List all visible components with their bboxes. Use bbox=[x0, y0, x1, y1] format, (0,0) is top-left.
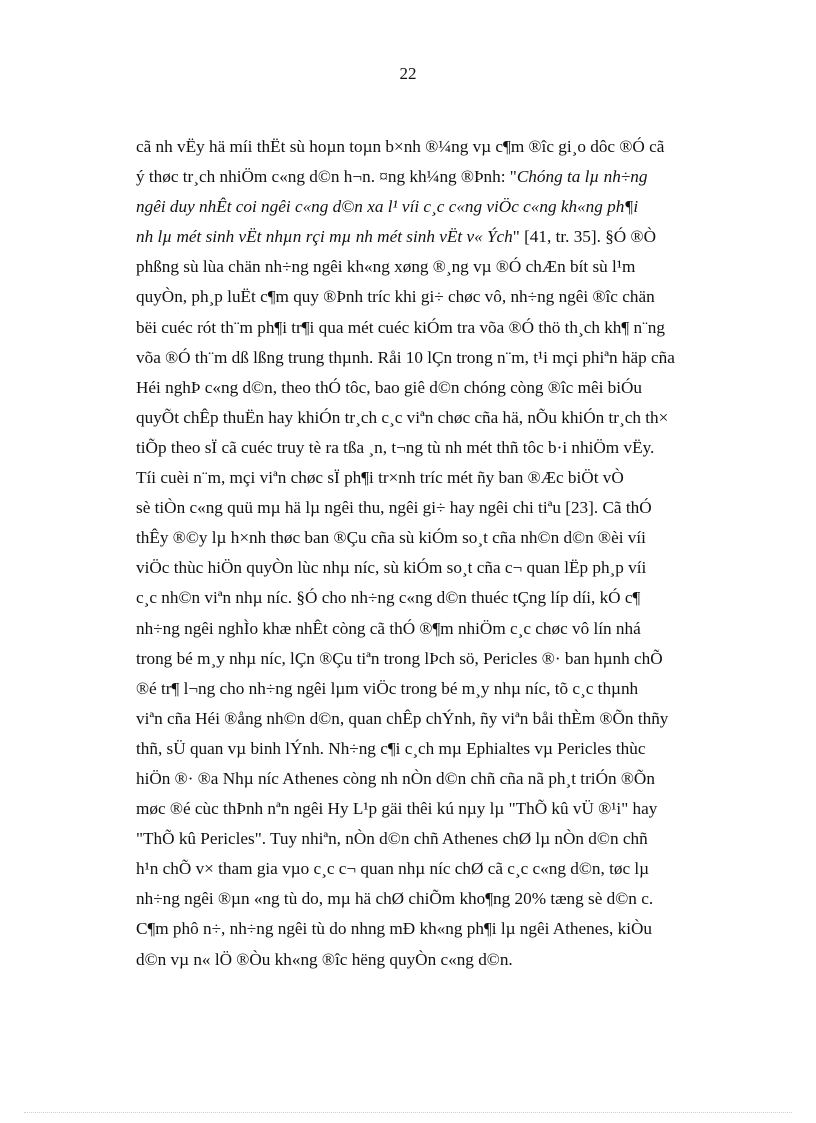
text-line bbox=[136, 734, 742, 764]
text-segment: thÊy ®©y lµ h×nh thøc ban ®Çu cña sù kiÓm so¸t cña nh©n d©n ®èi víi bbox=[136, 528, 646, 548]
text-line bbox=[136, 553, 742, 583]
text-line bbox=[136, 704, 742, 734]
text-line bbox=[136, 463, 742, 493]
text-line bbox=[136, 914, 742, 944]
text-line bbox=[136, 132, 742, 162]
text-segment: nh÷ng ngêi ®µn «ng tù do, mµ hä chØ chiÕm kho¶ng 20% tæng sè d©n c. bbox=[136, 889, 654, 909]
text-segment: cã nh vËy hä míi thËt sù hoµn toµn b×nh ®¼ng vµ c¶m ®îc gi¸o dôc ®Ó cã bbox=[136, 137, 665, 156]
quoted-text: ngêi duy nhÊt coi ngêi c«ng d©n xa l¹ víi c¸c c«ng viÖc c«ng kh«ng ph¶i bbox=[136, 197, 639, 217]
text-line bbox=[136, 343, 742, 373]
text-line bbox=[136, 674, 742, 704]
text-line bbox=[136, 222, 742, 252]
text-line bbox=[136, 493, 742, 523]
quoted-text: Chóng ta lµ nh÷ng bbox=[516, 167, 648, 187]
text-segment: thñ, sÜ quan vµ binh lÝnh. Nh÷ng c¶i c¸ch mµ Ephialtes vµ Pericles thùc bbox=[136, 738, 646, 758]
text-line bbox=[136, 794, 742, 824]
text-line bbox=[136, 433, 742, 463]
text-line bbox=[136, 282, 742, 312]
text-line bbox=[136, 824, 742, 854]
text-line bbox=[136, 884, 742, 914]
text-segment: h¹n chÕ v× tham gia vµo c¸c c¬ quan nhµ níc chØ cã c¸c c«ng d©n, tøc lµ bbox=[136, 859, 650, 879]
text-line bbox=[136, 252, 742, 282]
text-segment: nh÷ng ngêi nghÌo khæ nhÊt còng cã thÓ ®¶m nhiÖm c¸c chøc vô lín nhá bbox=[136, 618, 641, 638]
text-segment: võa ®Ó th¨m dß lßng trung thµnh. Råi 10 lÇn trong n¨m, t¹i mçi phiªn häp cña bbox=[136, 347, 675, 367]
text-line bbox=[136, 764, 742, 794]
text-segment: Héi nghÞ c«ng d©n, theo thÓ tôc, bao giê d©n chóng còng ®îc mêi biÓu bbox=[136, 377, 643, 397]
text-segment: Tíi cuèi n¨m, mçi viªn chøc sÏ ph¶i tr×nh tríc mét ñy ban ®Æc biÖt vÒ bbox=[136, 468, 624, 488]
text-segment: viªn cña Héi ®ång nh©n d©n, quan chÊp chÝnh, ñy viªn båi thÈm ®Õn thñy bbox=[136, 708, 669, 728]
text-line bbox=[136, 373, 742, 403]
text-line bbox=[136, 162, 742, 192]
text-line bbox=[136, 854, 742, 884]
text-segment: " [41, tr. 35]. §Ó ®Ò bbox=[512, 227, 656, 247]
text-line bbox=[136, 583, 742, 613]
text-line bbox=[136, 403, 742, 433]
text-segment: quyÕt chÊp thuËn hay khiÓn tr¸ch c¸c viªn chøc cña hä, nÕu khiÓn tr¸ch th× bbox=[136, 407, 669, 427]
text-segment: bëi cuéc rót th¨m ph¶i tr¶i qua mét cuéc kiÓm tra võa ®Ó thö th¸ch kh¶ n¨ng bbox=[136, 317, 665, 337]
text-segment: møc ®é cùc thÞnh nªn ngêi Hy L¹p gäi thêi kú nµy lµ "ThÕ kû vÜ ®¹i" hay bbox=[136, 799, 658, 819]
text-segment: viÖc thùc hiÖn quyÒn lùc nhµ níc, sù kiÓm so¸t cña c¬ quan lËp ph¸p víi bbox=[136, 558, 647, 578]
body-paragraph bbox=[136, 132, 742, 975]
page-bottom-divider bbox=[24, 1112, 792, 1113]
page-number: 22 bbox=[399, 64, 417, 83]
text-segment: ý thøc tr¸ch nhiÖm c«ng d©n h¬n. ¤ng kh¼ng ®Þnh: " bbox=[136, 167, 517, 187]
text-segment: c¸c nh©n viªn nhµ níc. §Ó cho nh÷ng c«ng d©n thuéc tÇng líp díi, kÓ c¶ bbox=[136, 588, 641, 608]
text-line bbox=[136, 945, 742, 975]
text-line bbox=[136, 523, 742, 553]
text-segment: sè tiÒn c«ng quü mµ hä lµ ngêi thu, ngêi gi÷ hay ngêi chi tiªu [23]. Cã thÓ bbox=[136, 498, 652, 518]
text-segment: tiÕp theo sÏ cã cuéc truy tè ra tßa ¸n, t¬ng tù nh mét thñ tôc b·i nhiÖm vËy. bbox=[136, 437, 655, 457]
text-segment: C¶m phô n÷, nh÷ng ngêi tù do nhng mÐ kh«ng ph¶i lµ ngêi Athenes, kiÒu bbox=[136, 919, 653, 939]
quoted-text: nh lµ mét sinh vËt nhµn rçi mµ nh mét sinh vËt v« Ých bbox=[136, 227, 513, 247]
text-segment: trong bé m¸y nhµ níc, lÇn ®Çu tiªn trong lÞch sö, Pericles ®· ban hµnh chÕ bbox=[136, 648, 663, 668]
text-segment: ®é tr¶ l¬ng cho nh÷ng ngêi lµm viÖc trong bé m¸y nhµ níc, tõ c¸c thµnh bbox=[136, 678, 639, 698]
text-segment: d©n vµ n« lÖ ®Òu kh«ng ®îc hëng quyÒn c«ng d©n. bbox=[136, 949, 513, 969]
text-segment: phßng sù lùa chän nh÷ng ngêi kh«ng xøng ®¸ng vµ ®Ó chÆn bít sù l¹m bbox=[136, 257, 636, 277]
text-segment: quyÒn, ph¸p luËt c¶m quy ®Þnh tríc khi gi÷ chøc vô, nh÷ng ngêi ®îc chän bbox=[136, 287, 655, 307]
text-line bbox=[136, 644, 742, 674]
text-segment: hiÖn ®· ®a Nhµ níc Athenes còng nh nÒn d©n chñ cña nã ph¸t triÓn ®Õn bbox=[136, 768, 655, 788]
text-line bbox=[136, 614, 742, 644]
text-line bbox=[136, 313, 742, 343]
text-line bbox=[136, 192, 742, 222]
text-segment: "ThÕ kû Pericles". Tuy nhiªn, nÒn d©n chñ Athenes chØ lµ nÒn d©n chñ bbox=[136, 829, 648, 849]
